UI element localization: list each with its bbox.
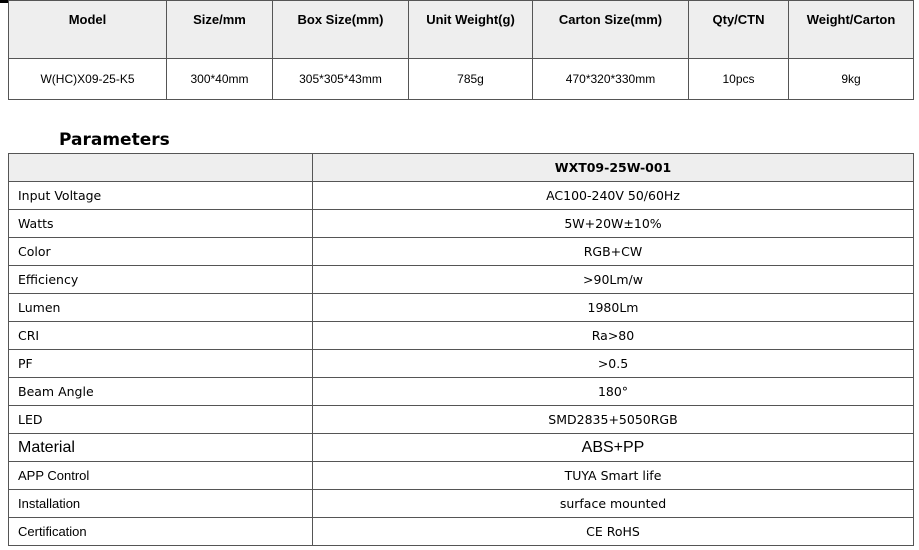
header-qty-ctn: Qty/CTN xyxy=(689,1,789,59)
header-model: Model xyxy=(9,1,167,59)
header-box-size: Box Size(mm) xyxy=(273,1,409,59)
table-row xyxy=(9,322,914,350)
table-row xyxy=(9,266,914,294)
param-value-app-control: TUYA Smart life xyxy=(313,462,914,490)
param-value-installation: surface mounted xyxy=(313,490,914,518)
cell-weight-carton: 9kg xyxy=(789,59,914,100)
table-row xyxy=(9,182,914,210)
param-value-beam-angle: 180° xyxy=(313,378,914,406)
packaging-header-row xyxy=(9,1,914,59)
table-row xyxy=(9,406,914,434)
param-label-beam-angle: Beam Angle xyxy=(9,378,313,406)
table-row xyxy=(9,350,914,378)
header-weight-carton: Weight/Carton xyxy=(789,1,914,59)
param-label-lumen: Lumen xyxy=(9,294,313,322)
param-label-input-voltage: Input Voltage xyxy=(9,182,313,210)
param-label-led: LED xyxy=(9,406,313,434)
table-row xyxy=(9,210,914,238)
cell-size: 300*40mm xyxy=(167,59,273,100)
param-value-certification: CE RoHS xyxy=(313,518,914,546)
parameters-header-blank xyxy=(9,154,313,182)
header-unit-weight: Unit Weight(g) xyxy=(409,1,533,59)
param-value-input-voltage: AC100-240V 50/60Hz xyxy=(313,182,914,210)
param-value-cri: Ra>80 xyxy=(313,322,914,350)
table-row xyxy=(9,490,914,518)
param-value-pf: >0.5 xyxy=(313,350,914,378)
cell-unit-weight: 785g xyxy=(409,59,533,100)
table-row xyxy=(9,238,914,266)
param-label-certification: Certification xyxy=(9,518,313,546)
parameters-table xyxy=(8,153,914,546)
param-value-material: ABS+PP xyxy=(313,434,914,462)
packaging-table xyxy=(8,0,914,100)
parameters-header-row xyxy=(9,154,914,182)
cell-box-size: 305*305*43mm xyxy=(273,59,409,100)
param-label-color: Color xyxy=(9,238,313,266)
param-label-cri: CRI xyxy=(9,322,313,350)
cell-carton-size: 470*320*330mm xyxy=(533,59,689,100)
param-label-material: Material xyxy=(9,434,313,462)
table-row xyxy=(9,294,914,322)
param-value-efficiency: >90Lm/w xyxy=(313,266,914,294)
header-carton-size: Carton Size(mm) xyxy=(533,1,689,59)
section-title: Parameters xyxy=(59,130,170,150)
table-row xyxy=(9,462,914,490)
packaging-data-row xyxy=(9,59,914,100)
param-value-watts: 5W+20W±10% xyxy=(313,210,914,238)
table-row xyxy=(9,378,914,406)
param-label-pf: PF xyxy=(9,350,313,378)
param-value-lumen: 1980Lm xyxy=(313,294,914,322)
param-label-app-control: APP Control xyxy=(9,462,313,490)
header-size: Size/mm xyxy=(167,1,273,59)
param-label-efficiency: Efficiency xyxy=(9,266,313,294)
param-value-color: RGB+CW xyxy=(313,238,914,266)
table-row xyxy=(9,518,914,546)
param-value-led: SMD2835+5050RGB xyxy=(313,406,914,434)
table-row xyxy=(9,434,914,462)
param-label-watts: Watts xyxy=(9,210,313,238)
param-label-installation: Installation xyxy=(9,490,313,518)
cell-model: W(HC)X09-25-K5 xyxy=(9,59,167,100)
cell-qty-ctn: 10pcs xyxy=(689,59,789,100)
parameters-model-header: WXT09-25W-001 xyxy=(313,154,914,182)
